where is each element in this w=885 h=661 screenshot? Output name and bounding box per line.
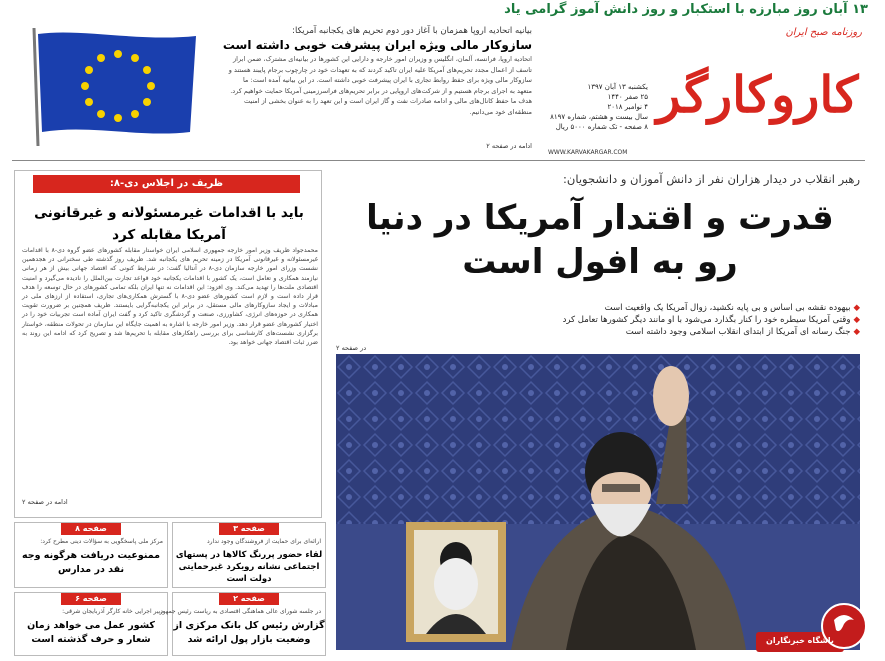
mini-title: گزارش رئیس کل بانک مرکزی از وضعیت بازار پول ارائه شد <box>173 620 325 645</box>
headline-line: قدرت و اقتدار آمریکا در دنیا <box>366 198 834 238</box>
main-kicker: رهبر انقلاب در دیدار هزاران نفر از دانش آموزان و دانشجویان: <box>563 172 860 186</box>
bullet-item: ◆ وقتی آمریکا سیطره خود را کنار بگذارد می‌شود با او مانند دیگر کشورها تعامل کرد <box>440 314 860 326</box>
masthead-tagline: روزنامه صبح ایران <box>785 27 862 38</box>
watermark-logo-icon <box>756 600 866 656</box>
date-line: یکشنبه ۱۳ آبان ۱۳۹۷ <box>587 83 648 91</box>
bullet-item: ◆ جنگ رسانه ای آمریکا از ابتدای انقلاب اسلامی وجود داشته است <box>440 326 860 338</box>
continued-link[interactable]: ادامه در صفحه ۲ <box>22 498 68 506</box>
main-headline[interactable] <box>340 196 860 284</box>
side-story-title[interactable]: باید با اقدامات غیرمسئولانه و غیرقانونی آمریکا مقابله کرد <box>34 205 304 243</box>
mini-title: کشور عمل می خواهد زمان شعار و حرف گذشته است <box>27 620 155 645</box>
main-bullets <box>440 302 860 338</box>
date-line: ۸ صفحه - تک شماره ۵۰۰۰ ریال <box>555 123 648 131</box>
continued-link[interactable]: در صفحه ۲ <box>336 344 367 352</box>
headline-line: رو به افول است <box>462 242 738 282</box>
page-badge: صفحه ۶ <box>61 593 121 605</box>
bullet-item: ◆ بیهوده نقشه بی اساس و بی پایه نکشید، زوال آمریکا یک واقعیت است <box>440 302 860 314</box>
date-line: ۲۵ صفر ۱۴۴۰ <box>607 93 648 101</box>
date-line: ۴ نوامبر ۲۰۱۸ <box>607 103 648 111</box>
mini-kicker: در جلسه شورای عالی هماهنگی اقتصادی به ریاست رئیس جمهور <box>159 608 321 615</box>
mini-kicker: مرکز ملی پاسخگویی به سؤالات دینی مطرح کرد: <box>40 538 163 545</box>
lead-story[interactable] <box>222 26 532 154</box>
mini-story[interactable] <box>14 592 168 656</box>
watermark-text: باشگاه خبرنگاران <box>766 636 834 645</box>
mini-story[interactable] <box>172 522 326 588</box>
watermark <box>756 600 866 656</box>
lead-body: اتحادیه اروپا، فرانسه، آلمان، انگلیس و وزیران امور خارجه و دارایی این کشورها در بیانیه‌ای مشترک، ضمن ابراز تاسف از اعمال مجدد تحریم‌های آمریکا علیه ایران تاکید کردند که به تعهدات خود در چارچوب برجام پایبند هستند و سازوکار مالی ویژه برای حفظ روابط تجاری با ایران پیشرفت خوبی داشته است. در این بیانیه آمده است: ما متعهد به اجرای برجام هستیم و از شرکت‌های اروپایی در برابر تحریم‌های فراسرزمینی آمریکا حمایت خواهیم کرد. هدف ما حفظ کانال‌های مالی و ادامه صادرات نفت و گاز ایران است و این تعهد را به عنوان بخشی از امنیت منطقه‌ای خود می‌دانیم. <box>228 55 532 116</box>
masthead-date-box <box>548 82 648 148</box>
page-badge: صفحه ۸ <box>61 523 121 535</box>
page-badge: صفحه ۲ <box>219 593 279 605</box>
side-story-body: محمدجواد ظریف وزیر امور خارجه جمهوری اسلامی ایران خواستار مقابله کشورهای عضو گروه دی-۸ با اقدامات غیرمسئولانه و غیرقانونی آمریکا در زمینه تحریم های یکجانبه شد. ظریف روز گذشته طی سخنرانی در هجدهمین نشست وزرای امور خارجه سازمان دی-۸ در آنتالیا گفت: در شرایط کنونی که اقتصاد جهانی بیش از هر زمانی نیازمند همکاری و تعامل است، یک کشور با اقدامات یکجانبه خود قواعد تجارت بین‌الملل را نادیده می‌گیرد و امنیت اقتصادی ملت‌ها را تهدید می‌کند. وی افزود: این اقدامات نه تنها ایران بلکه تمامی کشورهای در حال توسعه را هدف قرار داده است و لازم است کشورهای عضو دی-۸ با گسترش همکاری‌های تجاری، استفاده از ارزهای ملی در مبادلات و ایجاد سازوکارهای مالی مستقل، در برابر این یکجانبه‌گرایی بایستند. ظریف همچنین بر ضرورت تقویت همکاری در حوزه‌های انرژی، کشاورزی، صنعت و گردشگری تاکید کرد و گفت ایران آماده است تجربیات خود را در اختیار کشورهای عضو قرار دهد. وزیر امور خارجه با اشاره به اهمیت جایگاه این سازمان در تحولات منطقه، خواستار برگزاری نشست‌های کارشناسی برای بررسی راهکارهای مقابله با تحریم‌ها شد و تصریح کرد که ادامه این روند به ضرر ثبات اقتصاد جهانی خواهد بود. <box>22 247 318 347</box>
masthead-divider <box>12 160 865 161</box>
mini-title: ممنوعیت دریافت هرگونه وجه نقد در مدارس <box>21 550 160 575</box>
mini-kicker: دبیر اجرایی خانه کارگر آذربایجان شرقی: <box>62 608 163 615</box>
side-story-header: ظریف در اجلاس دی-۸: <box>33 175 300 193</box>
mini-title: لقاء حضور پررنگ کالاها در پستهای اجتماعی نشانه رویکرد غیرحمایتی دولت است <box>175 550 323 584</box>
continued-link[interactable]: ادامه در صفحه ۲ <box>486 142 532 150</box>
top-banner: ۱۳ آبان روز مبارزه با استکبار و روز دانش آموز گرامی یاد <box>504 2 868 17</box>
eu-flag-image <box>30 28 198 146</box>
mini-story[interactable] <box>14 522 168 588</box>
lead-kicker: بیانیه اتحادیه اروپا همزمان با آغاز دور دوم تحریم های یکجانبه آمریکا: <box>292 26 532 36</box>
mini-story[interactable] <box>159 592 326 656</box>
mini-kicker: ارائه‌ای برای حمایت از فروشندگان وجود ندارد <box>207 538 321 545</box>
page-badge: صفحه ۳ <box>219 523 279 535</box>
newspaper-logo: کاروکارگر <box>656 65 859 124</box>
date-line: سال بیست و هشتم، شماره ۸۱۹۷ <box>550 113 648 121</box>
website-url[interactable]: WWW.KARVAKARGAR.COM <box>548 149 628 156</box>
lead-title[interactable]: سازوکار مالی ویژه ایران پیشرفت خوبی داشته است <box>222 38 532 52</box>
